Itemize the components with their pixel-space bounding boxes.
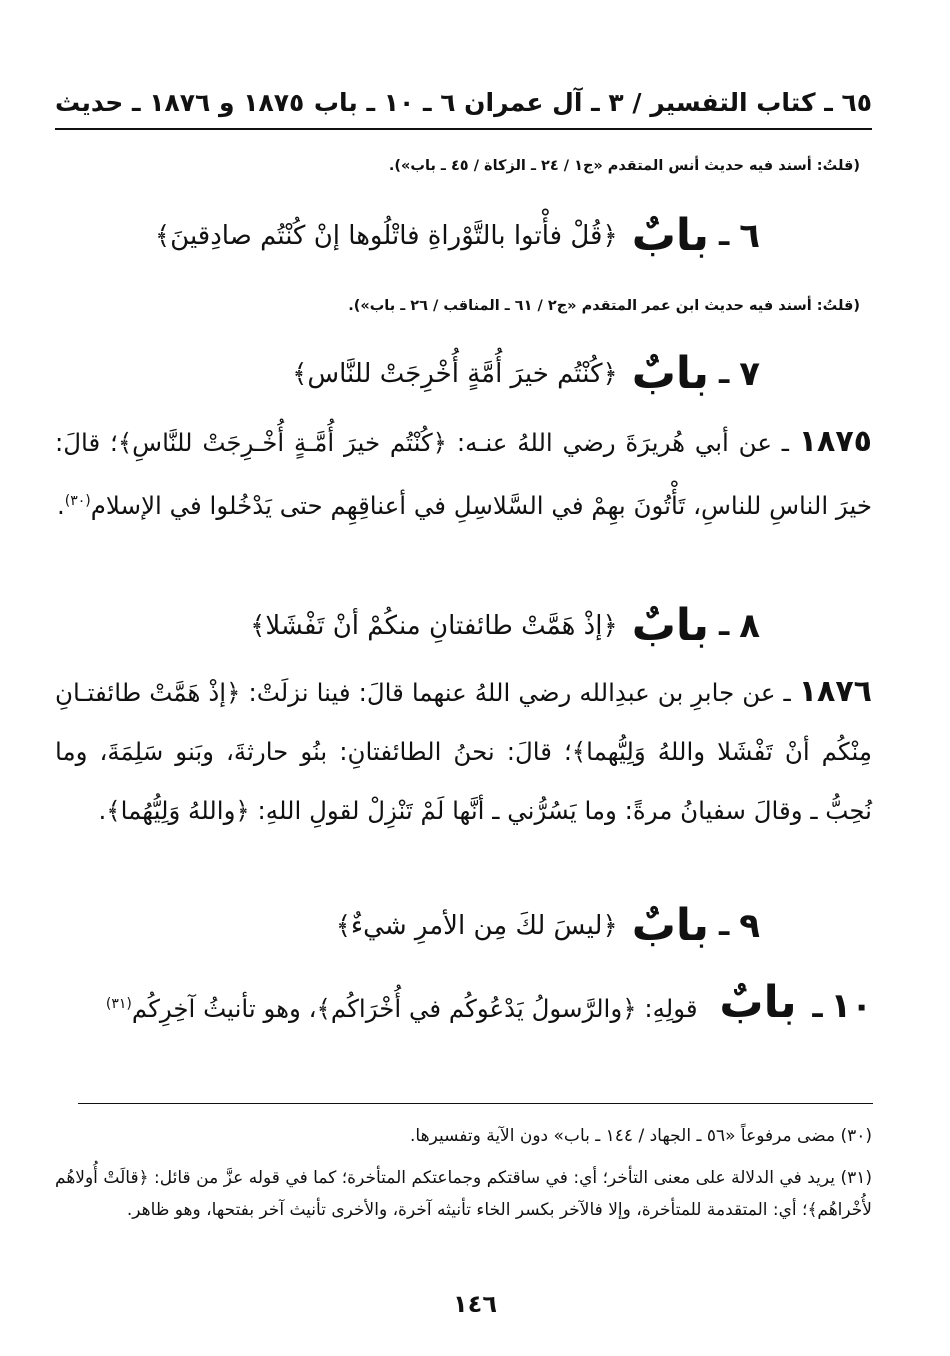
bab-7-heading xyxy=(60,348,760,399)
bab-7-verse: ﴿كُنْتُم خيرَ أُمَّةٍ أُخْرِجَتْ للنَّاس﴾ xyxy=(292,358,618,389)
footnote-separator xyxy=(78,1103,873,1104)
header-rule xyxy=(55,128,872,130)
bab-8-verse: ﴿إذْ هَمَّتْ طائفتانِ منكُمْ أنْ تَفْشَلا﴾ xyxy=(250,610,618,641)
bab-9-verse: ﴿ليسَ لكَ مِن الأمرِ شيءٌ﴾ xyxy=(335,910,618,941)
bab-6-heading xyxy=(60,210,760,261)
editor-note-1: (قلتُ: أسند فيه حديث أنس المتقدم «ج١ / ٢٤ ـ الزكاة / ٤٥ ـ باب»). xyxy=(388,158,860,174)
bab-9-number: ٩ xyxy=(739,905,760,946)
bab-9-heading xyxy=(60,900,760,951)
hadith-1876 xyxy=(55,662,872,840)
editor-note-2: (قلتُ: أسند فيه حديث ابن عمر المتقدم «ج٢ / ٦١ ـ المناقب / ٢٦ ـ باب»). xyxy=(348,298,860,314)
bab-10-text: قولِهِ: ﴿والرَّسولُ يَدْعُوكُم في أُخْرَاكُم﴾، وهو تأنيثُ آخِرِكُم xyxy=(131,994,698,1023)
header-chapter-title: ٦٥ ـ كتاب التفسير / ٣ ـ آل عمران ٦ ـ ١٠ ـ باب xyxy=(313,88,872,117)
hadith-1875-text: ـ عن أبي هُريرَةَ رضي اللهُ عنـه: ﴿كُنْتُم خيرَ أُمَّـةٍ أُخْـرِجَتْ للنَّاسِ﴾؛ قالَ: خيرَ الناسِ للناسِ، تَأْتُونَ بهِمْ في السَّلاسِلِ في أعناقِهِم حتى يَدْخُلوا في الإسلام xyxy=(55,428,872,521)
hadith-1876-text: ـ عن جابرِ بن عبدِالله رضي اللهُ عنهما قالَ: فينا نزلَتْ: ﴿إذْ هَمَّتْ طائفتـانِ مِنْكُم أنْ تَفْشَلا واللهُ وَلِيُّهما﴾؛ قالَ: نحنُ الطائفتانِ: بنُو حارثةَ، وبَنو سَلِمَةَ، وما نُحِبُّ ـ وقالَ سفيانُ مرةً: وما يَسُرُّني ـ أنَّها لَمْ تَنْزِلْ لقولِ اللهِ: ﴿واللهُ وَلِيُّهُما﴾. xyxy=(55,678,872,825)
bab-10-number: ١٠ xyxy=(830,986,872,1026)
page-number: ١٤٦ xyxy=(453,1290,497,1318)
footnote-ref-30: (٣٠) xyxy=(64,493,91,509)
footnote-31: (٣١) يريد في الدلالة على معنى التأخر؛ أي: في ساقتكم وجماعتكم المتأخرة؛ كما في قوله عزَّ من قائل: ﴿قالَتْ أُولاهُم لأُخْراهُم﴾؛ أي: المتقدمة للمتأخرة، وإلا فالآخر بكسر الخاء تأنيثه آخرة، والأخرى تأنيث آخر بفتحها، وهو ظاهر. xyxy=(55,1168,872,1220)
running-header xyxy=(55,86,872,120)
bab-9-label: بابٌ xyxy=(631,900,709,951)
bab-8-heading xyxy=(60,600,760,651)
hadith-1876-number: ١٨٧٦ xyxy=(798,674,872,709)
footnote-ref-31: (٣١) xyxy=(105,995,132,1012)
heading-dash: ـ xyxy=(812,990,823,1025)
bab-6-number: ٦ xyxy=(739,215,760,256)
heading-dash: ـ xyxy=(718,356,730,391)
bab-6-label: بابٌ xyxy=(631,210,709,261)
heading-dash: ـ xyxy=(718,218,730,253)
heading-dash: ـ xyxy=(718,908,730,943)
bab-8-label: بابٌ xyxy=(631,600,709,651)
heading-dash: ـ xyxy=(718,608,730,643)
hadith-1875-end: . xyxy=(56,491,65,521)
bab-8-number: ٨ xyxy=(739,605,760,646)
bab-7-label: بابٌ xyxy=(631,348,709,399)
header-hadith-range: ١٨٧٥ و ١٨٧٦ ـ حديث xyxy=(55,88,305,117)
bab-7-number: ٧ xyxy=(739,353,760,394)
bab-10-label: بابٌ xyxy=(719,977,797,1028)
bab-6-verse: ﴿قُلْ فأْتوا بالتَّوْراةِ فاتْلُوها إنْ كُنْتُم صادِقينَ﴾ xyxy=(154,220,618,251)
hadith-1875 xyxy=(55,412,872,535)
footnote-30: (٣٠) مضى مرفوعاً «٥٦ ـ الجهاد / ١٤٤ ـ باب» دون الآية وتفسيرها. xyxy=(410,1126,872,1146)
hadith-1875-number: ١٨٧٥ xyxy=(798,424,872,459)
bab-10-paragraph xyxy=(55,972,872,1040)
